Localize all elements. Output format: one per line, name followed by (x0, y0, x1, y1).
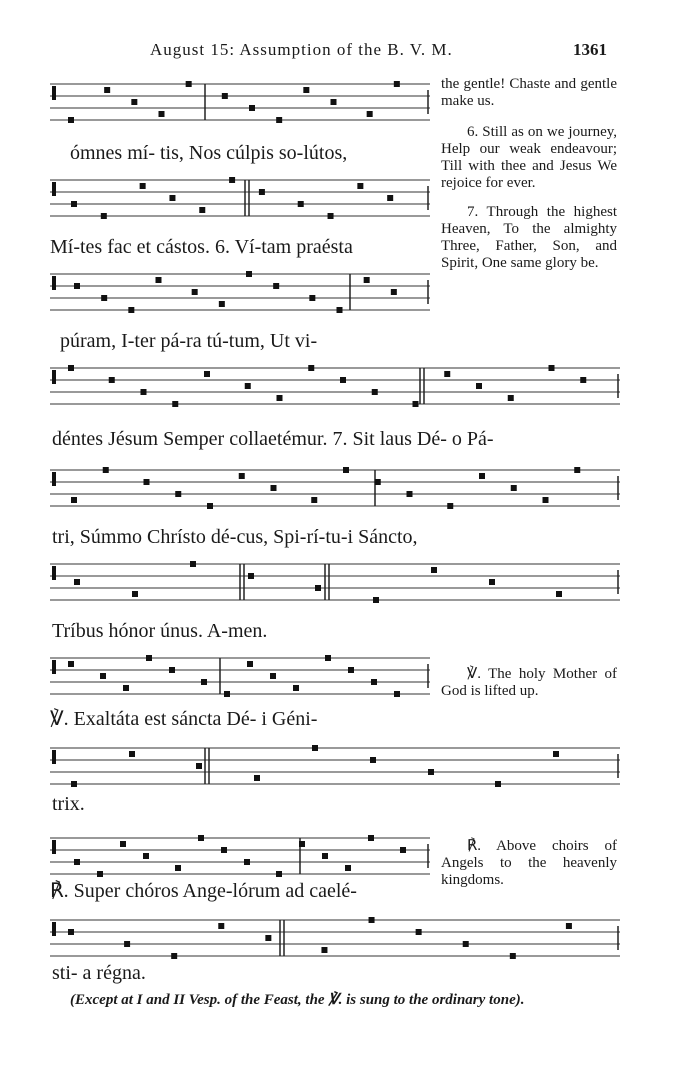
translation-verse-7: 7. Through the highest Heaven, To the almighty Three, Father, Son, and Spirit, One same glory be. (441, 204, 617, 271)
lyric-line-10: sti- a régna. (52, 962, 146, 984)
lyric-line-6: Tríbus hónor únus. A-men. (52, 620, 268, 642)
music-staff-4 (50, 360, 620, 416)
page-title: August 15: Assumption of the B. V. M. (150, 40, 453, 59)
lyric-line-8: trix. (52, 793, 85, 815)
translation-verse-6: 6. Still as on we journey, Help our weak endeavour; Till with thee and Jesus We rejoice for ever. (441, 124, 617, 191)
lyric-line-2: Mí-tes fac et cástos. 6. Ví-tam praésta (50, 236, 353, 258)
music-staff-3 (50, 266, 430, 322)
page-header (0, 40, 681, 66)
response-translation: ℟. Above choirs of Angels to the heavenly kingdoms. (441, 838, 617, 888)
page-number: 1361 (573, 40, 607, 59)
lyric-line-5: tri, Súmmo Chrísto dé-cus, Spi-rí-tu-i Sáncto, (52, 526, 418, 548)
lyric-line-4: déntes Jésum Semper collaetémur. 7. Sit laus Dé- o Pá- (52, 428, 494, 450)
lyric-line-9: ℟. Super chóros Ange-lórum ad caelé- (50, 880, 357, 902)
music-staff-5 (50, 462, 620, 518)
music-staff-10 (50, 912, 620, 968)
footnote: (Except at I and II Vesp. of the Feast, the ℣. is sung to the ordinary tone). (70, 992, 525, 1008)
versicle-translation: ℣. The holy Mother of God is lifted up. (441, 666, 617, 699)
lyric-line-1: ómnes mí- tis, Nos cúlpis so-lútos, (70, 142, 348, 164)
lyric-line-3: púram, I-ter pá-ra tú-tum, Ut vi- (60, 330, 318, 352)
lyric-line-7: ℣. Exaltáta est sáncta Dé- i Géni- (50, 708, 318, 730)
music-staff-1 (50, 76, 430, 132)
music-staff-8 (50, 740, 620, 796)
music-staff-2 (50, 172, 430, 228)
music-staff-7 (50, 650, 430, 706)
hymn-translation (441, 76, 617, 272)
translation-verse-5-end: the gentle! Chaste and gentle make us. (441, 76, 617, 109)
music-staff-6 (50, 556, 620, 612)
